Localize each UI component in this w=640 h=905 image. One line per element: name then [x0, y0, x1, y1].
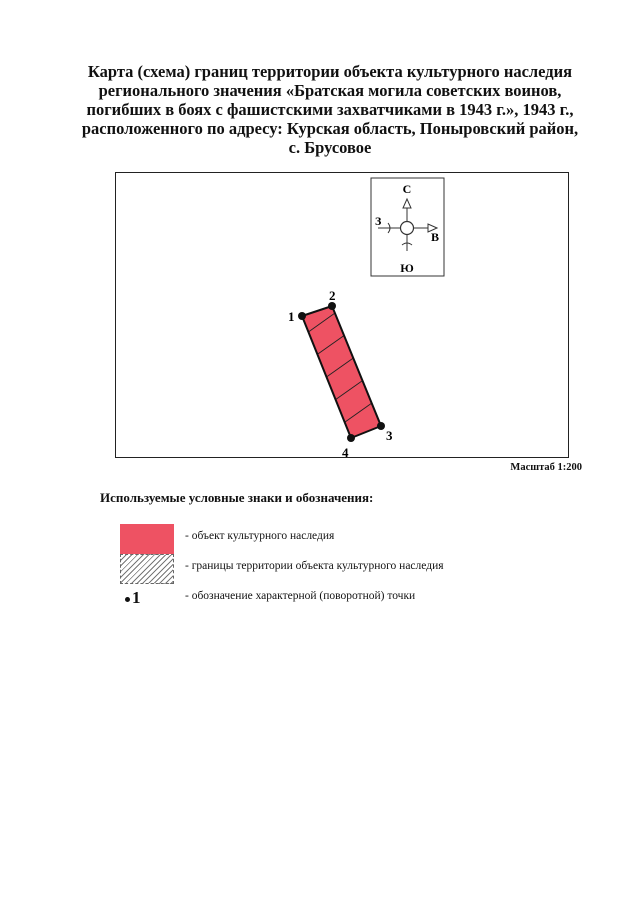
turning-point-3	[377, 422, 385, 430]
point-symbol	[125, 588, 141, 608]
legend-title: Используемые условные знаки и обозначения:	[100, 490, 374, 505]
legend-item-boundary	[120, 554, 540, 584]
turning-point-2	[328, 302, 336, 310]
compass-south-label: Ю	[400, 261, 414, 275]
compass-north-label: С	[402, 182, 412, 196]
point-label-4: 4	[342, 445, 349, 459]
title-line: Карта (схема) границ территории объекта культурного наследия	[87, 62, 573, 81]
object-fill	[302, 306, 381, 438]
map-title	[60, 62, 600, 157]
legend-item-point	[120, 584, 540, 614]
compass-center	[401, 222, 414, 235]
legend-item-label: - объект культурного наследия	[185, 530, 335, 542]
title-line: регионального значения «Братская могила советских воинов,	[98, 81, 562, 100]
title-line: с. Брусовое	[288, 138, 372, 157]
title-line: расположенного по адресу: Курская область, Поныровский район,	[81, 119, 579, 138]
point-dot-icon	[125, 597, 130, 602]
compass-west-label: З	[375, 214, 382, 228]
turning-point-4	[347, 434, 355, 442]
object-swatch	[120, 524, 174, 554]
hatch-swatch	[120, 554, 174, 584]
point-symbol-label: 1	[132, 588, 141, 607]
scale-label: Масштаб 1:200	[510, 462, 582, 473]
compass	[371, 178, 444, 276]
legend-item-label: - границы территории объекта культурного наследия	[185, 560, 444, 572]
legend-item-label: - обозначение характерной (поворотной) точки	[185, 590, 416, 602]
compass-east-label: В	[431, 230, 440, 244]
point-label-3: 3	[386, 428, 393, 443]
map-canvas	[116, 173, 570, 459]
map-frame	[115, 172, 569, 458]
legend-item-object	[120, 524, 540, 554]
point-label-1: 1	[288, 309, 295, 324]
point-label-2: 2	[329, 288, 336, 303]
title-line: погибших в боях с фашистскими захватчиками в 1943 г.», 1943 г.,	[86, 100, 574, 119]
turning-point-1	[298, 312, 306, 320]
